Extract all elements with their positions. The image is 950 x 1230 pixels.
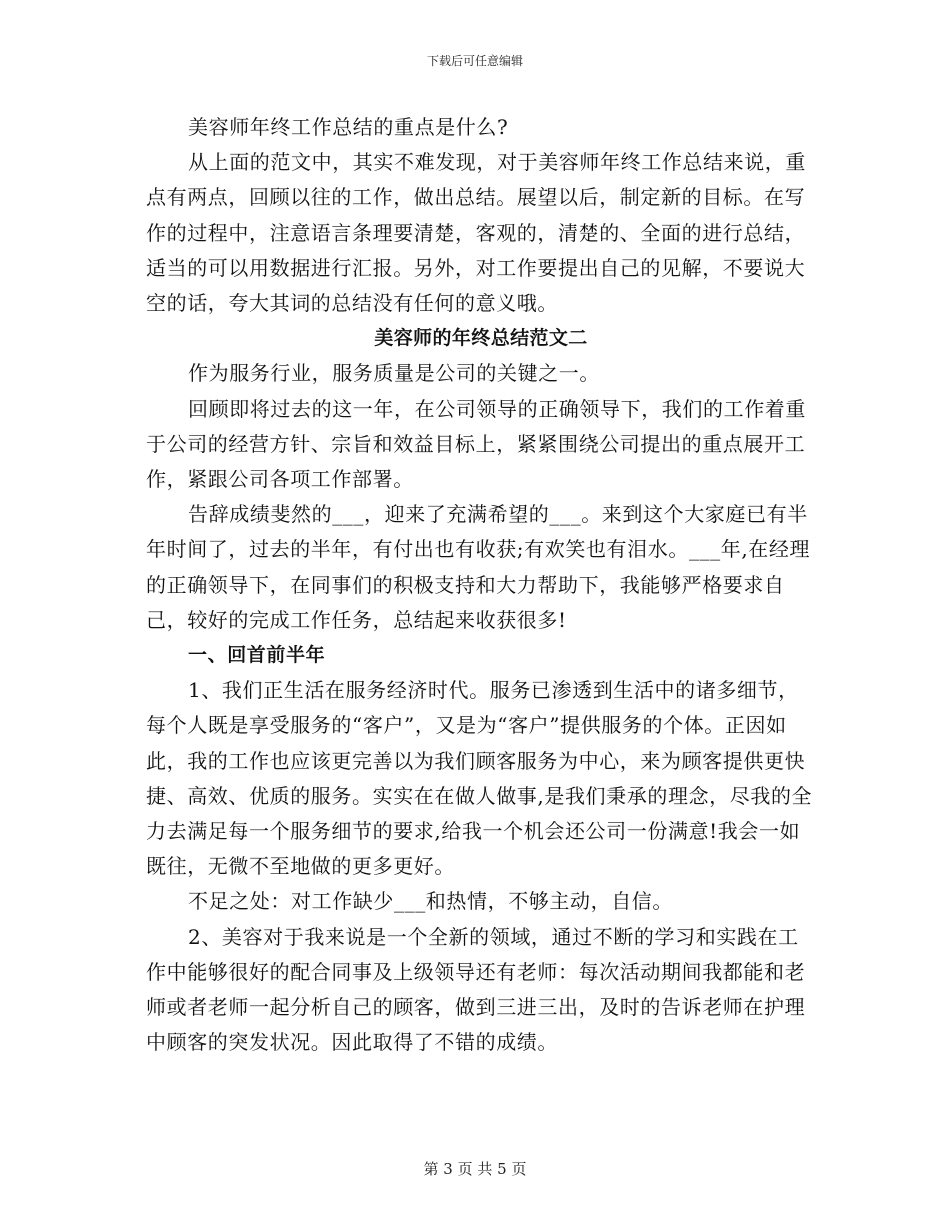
paragraph-6: 1、我们正生活在服务经济时代。服务已渗透到生活中的诸多细节，每个人既是享受服务的“客户”，又是为“客户”提供服务的个体。正因如此，我的工作也应该更完善以为我们顾客服务为中心，来为顾客提供更快捷、高效、优质的服务。实实在在做人做事,是我们秉承的理念，尽我的全力去满足每一个服务细节的要求,给我一个机会还公司一份满意!我会一如既往，无微不至地做的更多更好。 bbox=[146, 678, 813, 879]
document-body bbox=[146, 110, 816, 1060]
paragraph-2: 从上面的范文中，其实不难发现，对于美容师年终工作总结来说，重点有两点，回顾以往的工作，做出总结。展望以后，制定新的目标。在写作的过程中，注意语言条理要清楚，客观的，清楚的、全面的进行总结，适当的可以用数据进行汇报。另外，对工作要提出自己的见解，不要说大空的话，夸大其词的总结没有任何的意义哦。 bbox=[146, 150, 806, 316]
paragraph-1: 美容师年终工作总结的重点是什么? bbox=[188, 115, 509, 139]
paragraph-5: 告辞成绩斐然的___，迎来了充满希望的___。来到这个大家庭已有半年时间了，过去的半年，有付出也有收获;有欢笑也有泪水。___年,在经理的正确领导下，在同事们的积极支持和大力帮助下，我能够严格要求自己，较好的完成工作任务，总结起来收获很多! bbox=[146, 502, 811, 632]
paragraph-3: 作为服务行业，服务质量是公司的关键之一。 bbox=[188, 361, 600, 386]
paragraph-7: 不足之处：对工作缺少___和热情，不够主动，自信。 bbox=[188, 889, 673, 914]
page-footer: 第 3 页 共 5 页 bbox=[423, 1160, 527, 1178]
paragraph-4: 回顾即将过去的这一年，在公司领导的正确领导下，我们的工作着重于公司的经营方针、宗旨和效益目标上，紧紧围绕公司提出的重点展开工作，紧跟公司各项工作部署。 bbox=[146, 396, 806, 492]
section-title: 美容师的年终总结范文二 bbox=[374, 327, 588, 350]
page-header: 下载后可任意编辑 bbox=[426, 54, 523, 68]
paragraph-8: 2、美容对于我来说是一个全新的领域，通过不断的学习和实践在工作中能够很好的配合同事及上级领导还有老师：每次活动期间我都能和老师或者老师一起分析自己的顾客，做到三进三出，及时的告诉老师在护理中顾客的突发状况。因此取得了不错的成绩。 bbox=[146, 924, 806, 1055]
section-heading-1: 一、回首前半年 bbox=[188, 644, 326, 667]
